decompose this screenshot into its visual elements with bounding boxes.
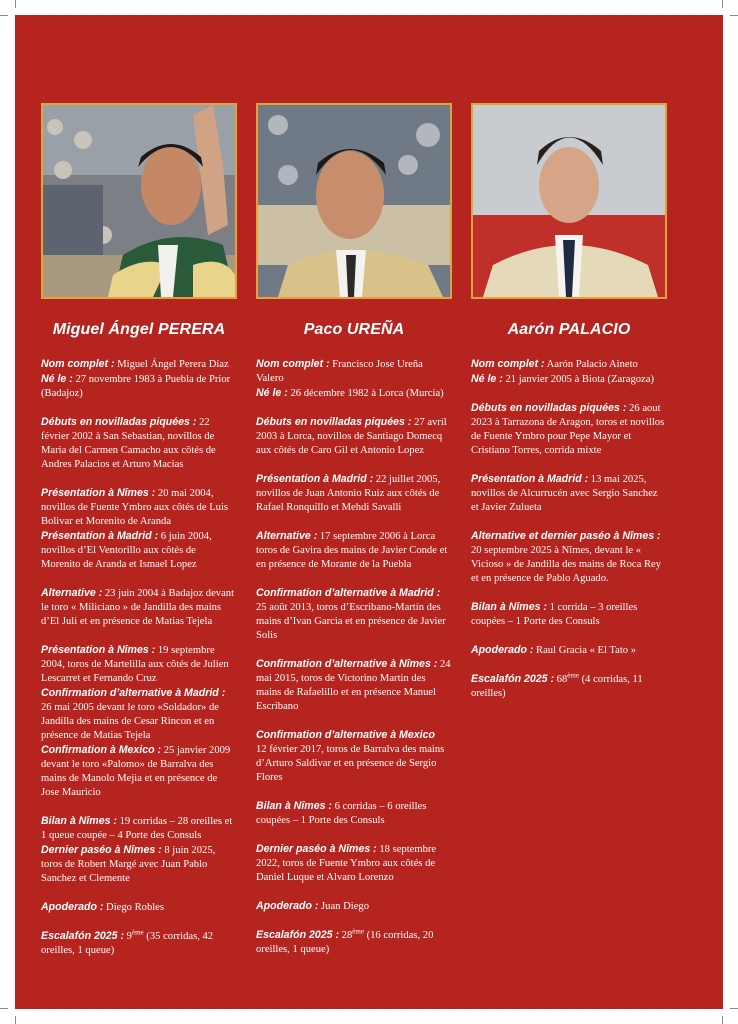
bio-entry-label: Escalafón 2025 : [471,673,555,685]
bio-entry [256,842,452,885]
bio-entry-label: Débuts en novilladas piquées : [41,416,197,428]
bio-entry-text: 68 [554,674,568,685]
crop-mark [0,1008,8,1009]
bio-entry-label: Confirmation d’alternative à Nîmes : [256,658,438,670]
bio-entry-text: Francisco Jose Ureña Valero [256,359,423,384]
crop-mark [730,1008,738,1009]
bio-entry [256,657,452,714]
ordinal-suffix: ème [567,671,579,680]
bio-entry-text: 22 février 2002 à San Sebastian, novillos de Maria del Carmen Camacho aux côtés de Andres Palacios et Arturo Macias [41,417,216,470]
crop-mark [0,15,8,16]
bio-entry-text: 19 septembre 2004, toros de Martelilla aux côtés de Julien Lescarret et Fernando Cruz [41,645,229,684]
bio-entry-text: (35 corridas, 42 oreilles, 1 queue) [41,931,214,956]
bio-entry-text: 27 avril 2003 à Lorca, novillos de Santiago Domecq aux côtés de Caro Gil et Antonio Lopez [256,417,447,456]
bio-entry-label: Apoderado : [41,901,104,913]
bio-entry-label: Nom complet : [256,358,330,370]
bio-entry-label: Alternative et dernier paséo à Nîmes : [471,530,661,542]
bio-entry-label: Escalafón 2025 : [256,929,340,941]
bio-entry-text: 25 janvier 2009 devant le toro «Palomo» de Barralva des mains de Manolo Mejia et en présence de Jose Mauricio [41,745,231,798]
bio-entry-text: 18 septembre 2022, toros de Fuente Ymbro aux côtés de Daniel Luque et Alvaro Lorenzo [256,844,437,883]
bio-entry-label: Né le : [41,373,73,385]
bio-entry [471,472,667,515]
bio-entry [256,415,452,458]
matador-name: Paco UREÑA [303,321,405,338]
bio-entry-text: 21 janvier 2005 à Biota (Zaragoza) [502,374,654,385]
matador-column-palacio [471,103,667,701]
bio-entry-label: Bilan à Nîmes : [41,815,117,827]
matador-name: Miguel Ángel PERERA [52,321,226,338]
bio-entry-text: 26 décembre 1982 à Lorca (Murcia) [287,388,444,399]
crop-mark [722,0,723,8]
bio-entry-text: Miguel Ángel Perera Díaz [114,359,229,370]
matador-photo-perera [41,103,237,299]
bio-entry-label: Confirmation d’alternative à Madrid : [256,587,441,599]
bio-entry-text: 19 corridas – 28 oreilles et 1 queue coupée – 4 Porte des Consuls [41,816,233,841]
bio-entry-text: 1 corrida – 3 oreilles coupées – 1 Porte des Consuls [471,602,638,627]
bio-entry-text: 27 novembre 1983 à Puebla de Prior (Badajoz) [41,374,231,399]
bio-entry-label: Présentation à Madrid : [256,473,374,485]
matador-bio [41,357,237,958]
bio-entry [256,586,452,643]
bio-entry-label: Confirmation à Mexico : [41,744,162,756]
bio-entry-label: Présentation à Nîmes : [41,644,156,656]
crop-mark [15,1016,16,1024]
matador-column-urena [256,103,452,957]
bio-entry-text: 20 septembre 2025 à Nîmes, devant le « Vicioso » de Jandilla des mains de Roca Rey et en présence de Pablo Aguado. [471,545,662,584]
bio-entry-label: Nom complet : [41,358,115,370]
bio-entry [41,486,237,529]
bio-entry [41,900,237,915]
matador-name: Aarón PALACIO [507,321,631,338]
bio-entry [41,372,237,401]
bio-entry [471,600,667,629]
bio-entry-text: 25 août 2013, toros d’Escribano-Martín des mains d’Ivan Garcia et en présence de Javier Solis [256,602,446,641]
bio-entry-text: 26 aout 2023 à Tarrazona de Aragon, toros et novillos de Fuente Ymbro pour Pepe Mayor et Cristiano Torres, corrida mixte [471,403,665,456]
bio-entry-label: Débuts en novilladas piquées : [256,416,412,428]
bio-entry-label: Confirmation d’alternative à Madrid : [41,687,226,699]
bio-entry-label: Présentation à Nîmes : [41,487,156,499]
bio-entry-label: Dernier paséo à Nîmes : [256,843,377,855]
bio-entry [256,928,452,957]
bio-entry-label: Apoderado : [471,644,534,656]
bio-entry [471,401,667,458]
bio-entry-text: 26 mai 2005 devant le toro «Soldador» de Jandilla des mains de Cesar Rincon et en présence de Matias Tejela [41,702,219,741]
bio-entry-label: Débuts en novilladas piquées : [471,402,627,414]
bio-entry [41,843,237,886]
bio-entry [256,357,452,386]
bio-entry-text: 22 juillet 2005, novillos de Juan Antonio Ruiz aux côtés de Rafael Ronquillo et Mehdi Savalli [256,474,441,513]
bio-entry-label: Apoderado : [256,900,319,912]
bio-entry [256,386,452,401]
bio-entry [41,929,237,958]
matador-photo-urena [256,103,452,299]
bio-entry-label: Escalafón 2025 : [41,930,125,942]
bio-entry-text: Diego Robles [103,902,165,913]
bio-entry [256,899,452,914]
bio-entry-label: Bilan à Nîmes : [471,601,547,613]
bio-entry-text: Juan Diego [318,901,369,912]
bio-entry [41,686,237,743]
bio-entry-text: 6 juin 2004, novillos d’El Ventorillo aux côtés de Morenito de Aranda et Ismael Lopez [41,531,212,570]
bio-entry-text: 12 février 2017, toros de Barralva des mains d’Arturo Saldivar et en présence de Sergio Flores [256,744,445,783]
matador-column-perera [41,103,237,958]
bio-entry-text: Raul Gracia « El Tato » [533,645,637,656]
bio-entry-label: Né le : [471,373,503,385]
bio-entry-text: 9 [124,931,132,942]
crop-mark [722,1016,723,1024]
bio-entry-text: 24 mai 2015, toros de Victorino Martin des mains de Rafaelillo et en présence Manuel Escribano [256,659,451,712]
bio-entry [41,357,237,372]
bio-entry [256,728,452,785]
matador-bio [256,357,452,957]
bio-entry [471,529,667,586]
ordinal-suffix: ème [131,928,144,937]
bio-entry-label: Présentation à Madrid : [41,530,159,542]
bio-entry-text: 6 corridas – 6 oreilles coupées – 1 Porte des Consuls [256,801,427,826]
crop-mark [15,0,16,8]
bio-entry [471,643,667,658]
bio-entry [256,799,452,828]
bio-entry-label: Dernier paséo à Nîmes : [41,844,162,856]
bio-entry-text: 23 juin 2004 à Badajoz devant le toro « Miliciano » de Jandilla des mains d’El Juli et en présence de Matias Tejela [41,588,235,627]
bio-entry-text: 13 mai 2025, novillos de Alcurrucén avec Sergio Sanchez et Javier Zulueta [471,474,658,513]
bio-entry-label: Présentation à Madrid : [471,473,589,485]
bio-entry [41,529,237,572]
bio-entry-text: 8 juin 2025, toros de Robert Margé avec Juan Pablo Sanchez et Clemente [41,845,216,884]
bio-entry-label: Confirmation d’alternative à Mexico [256,729,435,741]
bio-entry [41,743,237,800]
bio-entry-label: Alternative : [41,587,103,599]
matador-photo-palacio [471,103,667,299]
bio-entry [41,643,237,686]
bio-entry-text: (16 corridas, 20 oreilles, 1 queue) [256,930,434,955]
bio-entry [41,814,237,843]
bio-entry [256,472,452,515]
bio-entry-text: 17 septembre 2006 à Lorca toros de Gavira des mains de Javier Conde et en présence de Morante de la Puebla [256,531,448,570]
bio-entry [471,357,667,372]
bio-entry-label: Bilan à Nîmes : [256,800,332,812]
bio-entry-text: Aarón Palacio Aineto [544,359,638,370]
bio-entry-label: Nom complet : [471,358,545,370]
bio-entry [256,529,452,572]
bio-entry [471,372,667,387]
bio-entry-text: 28 [339,930,353,941]
bio-entry [41,415,237,472]
bio-entry-label: Alternative : [256,530,318,542]
bio-entry [41,586,237,629]
crop-mark [730,15,738,16]
ordinal-suffix: ème [352,927,364,936]
bio-entry-label: Né le : [256,387,288,399]
bio-entry-text: (4 corridas, 11 oreilles) [471,674,643,699]
bio-entry [471,672,667,701]
bio-entry-text: 20 mai 2004, novillos de Fuente Ymbro aux côtés de Luis Bolivar et Morenito de Aranda [41,488,229,527]
matador-bio [471,357,667,701]
